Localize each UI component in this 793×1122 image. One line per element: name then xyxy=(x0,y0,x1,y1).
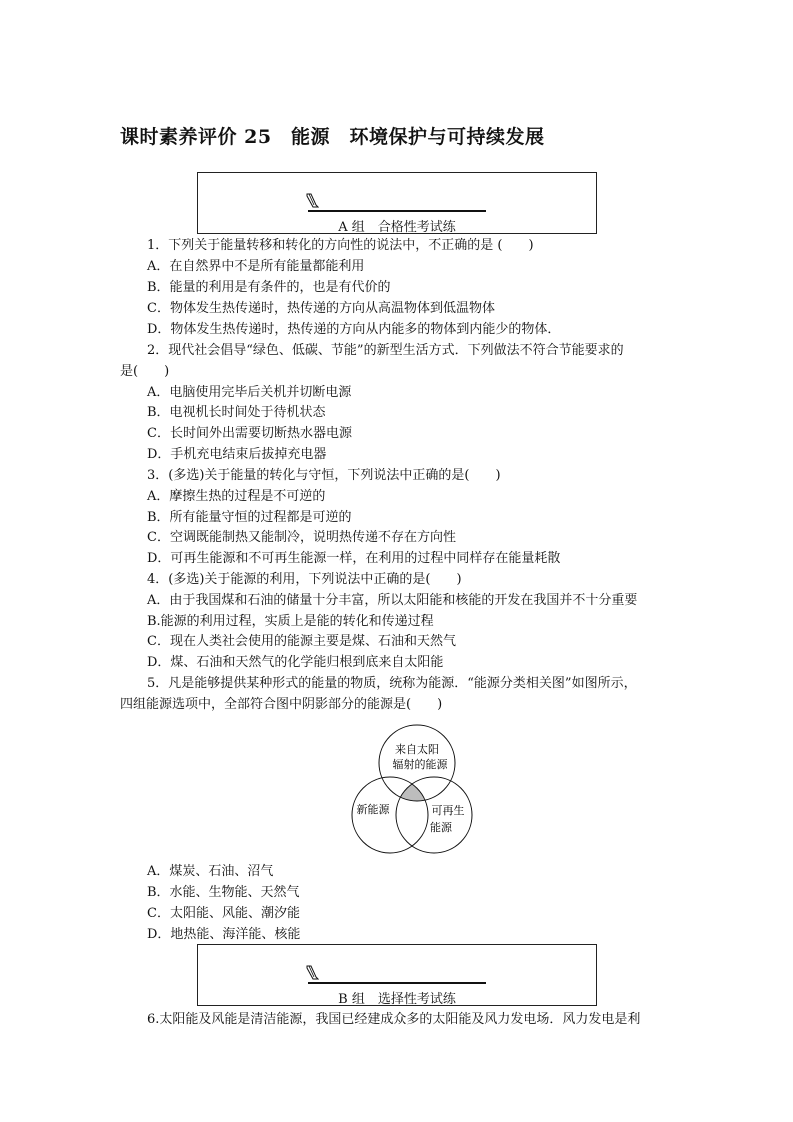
question-text-line: C．物体发生热传递时，热传递的方向从高温物体到低温物体 xyxy=(147,301,495,316)
question-text-line: B．水能、生物能、天然气 xyxy=(147,885,300,900)
question-text-line: B.能源的利用过程，实质上是能的转化和传递过程 xyxy=(147,614,434,629)
section-a-header xyxy=(197,172,597,234)
venn-label-new: 新能源 xyxy=(356,803,390,816)
question-text-line: B．电视机长时间处于待机状态 xyxy=(147,405,326,420)
header-rule xyxy=(308,210,486,212)
question-text-line: 1．下列关于能量转移和转化的方向性的说法中，不正确的是 ( ) xyxy=(147,238,534,253)
venn-label-renewable-1: 可再生 xyxy=(431,804,465,817)
question-text-line: D．物体发生热传递时，热传递的方向从内能多的物体到内能少的物体． xyxy=(147,322,561,337)
question-text-line: 5．凡是能够提供某种形式的能量的物质，统称为能源．“能源分类相关图”如图所示， xyxy=(147,676,637,691)
question-text-line: 4．(多选)关于能源的利用，下列说法中正确的是( ) xyxy=(147,572,462,587)
pen-icon xyxy=(305,965,319,981)
question-text-line: B．能量的利用是有条件的，也是有代价的 xyxy=(147,280,391,295)
energy-venn-diagram xyxy=(350,724,510,854)
question-text-line: D．煤、石油和天然气的化学能归根到底来自太阳能 xyxy=(147,655,444,670)
question-text-line: D．手机充电结束后拔掉充电器 xyxy=(147,447,327,462)
question-text-line: 6.太阳能及风能是清洁能源，我国已经建成众多的太阳能及风力发电场．风力发电是利 xyxy=(147,1012,641,1027)
header-rule xyxy=(308,982,486,984)
question-text-line: D．地热能、海洋能、核能 xyxy=(147,927,301,942)
question-text-line: 四组能源选项中，全部符合图中阴影部分的能源是( ) xyxy=(120,697,443,712)
question-text-line: C．长时间外出需要切断热水器电源 xyxy=(147,426,352,441)
question-text-line: C．太阳能、风能、潮汐能 xyxy=(147,906,300,921)
question-text-line: 是( ) xyxy=(120,364,170,379)
question-text-line: C．现在人类社会使用的能源主要是煤、石油和天然气 xyxy=(147,634,456,649)
pen-icon xyxy=(305,193,319,209)
question-text-line: B．所有能量守恒的过程都是可逆的 xyxy=(147,510,352,525)
question-text-line: A．电脑使用完毕后关机并切断电源 xyxy=(147,385,352,400)
section-b-label: B 组 选择性考试练 xyxy=(338,992,456,1007)
question-text-line: C．空调既能制热又能制冷，说明热传递不存在方向性 xyxy=(147,530,456,545)
question-text-line: A．煤炭、石油、沼气 xyxy=(147,864,274,879)
section-a-label: A 组 合格性考试练 xyxy=(338,220,456,235)
question-text-line: A．在自然界中不是所有能量都能利用 xyxy=(147,259,365,274)
question-text-line: A．由于我国煤和石油的储量十分丰富，所以太阳能和核能的开发在我国并不十分重要 xyxy=(147,593,638,608)
question-text-line: A．摩擦生热的过程是不可逆的 xyxy=(147,489,326,504)
question-text-line: D．可再生能源和不可再生能源一样，在利用的过程中同样存在能量耗散 xyxy=(147,551,561,566)
section-b-header xyxy=(197,944,597,1006)
page-title: 课时素养评价 25 能源 环境保护与可持续发展 xyxy=(120,126,545,148)
question-text-line: 3．(多选)关于能量的转化与守恒，下列说法中正确的是( ) xyxy=(147,468,501,483)
question-text-line: 2．现代社会倡导“绿色、低碳、节能”的新型生活方式．下列做法不符合节能要求的 xyxy=(147,343,624,358)
venn-label-renewable-2: 能源 xyxy=(430,821,452,834)
venn-label-solar-1: 来自太阳 xyxy=(395,743,439,756)
venn-label-solar-2: 辐射的能源 xyxy=(392,758,448,771)
